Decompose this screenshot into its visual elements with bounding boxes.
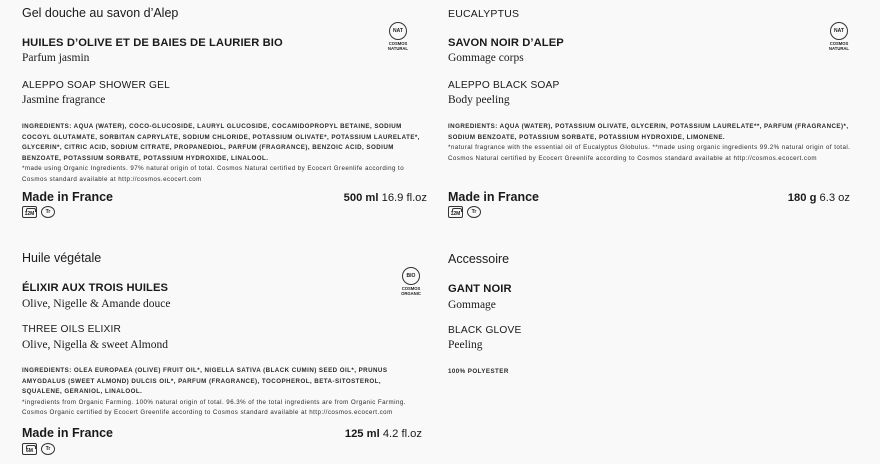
product-english-name: ALEPPO BLACK SOAP <box>448 80 560 91</box>
ingredients-text: INGREDIENTS: AQUA (WATER), COCO-GLUCOSIDE, LAURYL GLUCOSIDE, COCAMIDOPROPYL BETAINE, SODIUM COCOYL GLUTAMATE, SORBITAN CAPRYLATE, SODIUM CHLORIDE, POTASSIUM OLIVATE*, POTASSIUM LAURELATE*, GLYCERIN*, CITRIC ACID, SODIUM CITRATE, PROPANEDIOL, PARFUM (FRAGRANCE), BENZOIC ACID, SODIUM BENZOATE, POTASSIUM SORBATE, POTASSIUM HYDROXIDE, LINALOOL. *made using Organic Ingredients. 97% natural origin of total. Cosmos Natural certified by Ecocert Greenlife according to Cosmos standard available at http://cosmos.ecocert.com <box>22 123 420 183</box>
product-volume: 125 ml 4.2 fl.oz <box>344 428 422 440</box>
seal-caption: COSMOS NATURAL <box>829 41 849 51</box>
product-panel-shower-gel <box>22 0 427 232</box>
product-subtitle: Gommage corps <box>448 52 524 64</box>
product-english-name: ALEPPO SOAP SHOWER GEL <box>22 80 171 91</box>
triman-recycle-icon: Tr <box>41 443 55 455</box>
seal-caption: COSMOS ORGANIC <box>401 286 421 296</box>
product-subtitle: Gommage <box>448 299 496 311</box>
material-text: 100% POLYESTER <box>448 368 509 375</box>
ingredients-notes: *made using Organic Ingredients. 97% natural origin of total. Cosmos Natural certified by Ecocert Greenlife according to Cosmos standard available at http://cosmos.ecocert.com <box>22 165 405 183</box>
cosmos-natural-seal-icon: NAT <box>389 22 407 40</box>
product-english-name: THREE OILS ELIXIR <box>22 324 122 335</box>
product-name: HUILES D’OLIVE ET DE BAIES DE LAURIER BIO <box>22 37 283 49</box>
pao-jar-icon: 6M <box>22 443 37 455</box>
product-panel-oil-elixir <box>22 244 427 464</box>
product-subtitle: Olive, Nigelle & Amande douce <box>22 298 171 310</box>
product-category: Accessoire <box>448 252 510 266</box>
product-name: ÉLIXIR AUX TROIS HUILES <box>22 282 169 294</box>
ingredients-text: INGREDIENTS: OLEA EUROPAEA (OLIVE) FRUIT OIL*, NIGELLA SATIVA (BLACK CUMIN) SEED OIL*, PRUNUS AMYGDALUS (SWEET ALMOND) DULCIS OIL*, PARFUM (FRAGRANCE), TOCOPHEROL, BETA-SITOSTEROL, SQUALENE, GERANIOL, LINALOOL. *ingredients from Organic Farming. 100% natural origin of total. 96.3% of the total ingredients are from Organic Farming. Cosmos Organic certified by Ecocert Greenlife according to Cosmos standard available at http://cosmos.ecocert.com <box>22 367 406 417</box>
product-volume: 180 g 6.3 oz <box>787 192 850 204</box>
packaging-icons <box>448 206 481 218</box>
product-subtitle: Parfum jasmin <box>22 52 90 64</box>
cosmos-natural-seal-icon: NAT <box>830 22 848 40</box>
product-english-subtitle: Peeling <box>448 339 483 351</box>
triman-recycle-icon: Tr <box>41 206 55 218</box>
packaging-icons <box>22 443 55 455</box>
product-volume: 500 ml 16.9 fl.oz <box>343 192 427 204</box>
product-name: GANT NOIR <box>448 283 512 295</box>
product-category: Huile végétale <box>22 251 102 265</box>
seal-caption: COSMOS NATURAL <box>388 41 408 51</box>
product-category: Gel douche au savon d’Alep <box>22 6 179 20</box>
made-in-label: Made in France <box>22 426 113 440</box>
product-english-name: BLACK GLOVE <box>448 325 522 336</box>
product-panel-glove <box>448 244 858 464</box>
made-in-label: Made in France <box>448 190 539 204</box>
ingredients-notes: *ingredients from Organic Farming. 100% natural origin of total. 96.3% of the total ingredients are from Organic Farming. Cosmos Organic certified by Ecocert Greenlife according to Cosmos standard available at http://cosmos.ecocert.com <box>22 398 406 417</box>
cosmos-organic-seal-icon: BIO <box>402 267 420 285</box>
product-english-subtitle: Jasmine fragrance <box>22 94 106 106</box>
product-name: SAVON NOIR D’ALEP <box>448 37 564 49</box>
triman-recycle-icon: Tr <box>467 206 481 218</box>
product-panel-black-soap <box>448 0 858 232</box>
product-category: EUCALYPTUS <box>448 8 520 20</box>
product-english-subtitle: Body peeling <box>448 94 510 106</box>
made-in-label: Made in France <box>22 190 113 204</box>
ingredients-text: INGREDIENTS: AQUA (WATER), POTASSIUM OLIVATE, GLYCERIN, POTASSIUM LAURELATE**, PARFUM (FRAGRANCE)*, SODIUM BENZOATE, POTASSIUM SORBATE, POTASSIUM HYDROXIDE, LIMONENE. *natural fragrance with the essential oil of Eucalyptus Globulus. **made using organic ingredients 99.2% natural origin of total. Cosmos Natural certified by Ecocert Greenlife according to Cosmos standard available at http://cosmos.ecocert.com <box>448 123 851 162</box>
pao-jar-icon: 12M <box>22 206 37 218</box>
pao-jar-icon: 12M <box>448 206 463 218</box>
packaging-icons <box>22 206 55 218</box>
product-english-subtitle: Olive, Nigella & sweet Almond <box>22 339 168 351</box>
ingredients-notes: *natural fragrance with the essential oil of Eucalyptus Globulus. **made using organic ingredients 99.2% natural origin of total. Cosmos Natural certified by Ecocert Greenlife according to Cosmos standard available at http://cosmos.ecocert.com <box>448 144 851 162</box>
